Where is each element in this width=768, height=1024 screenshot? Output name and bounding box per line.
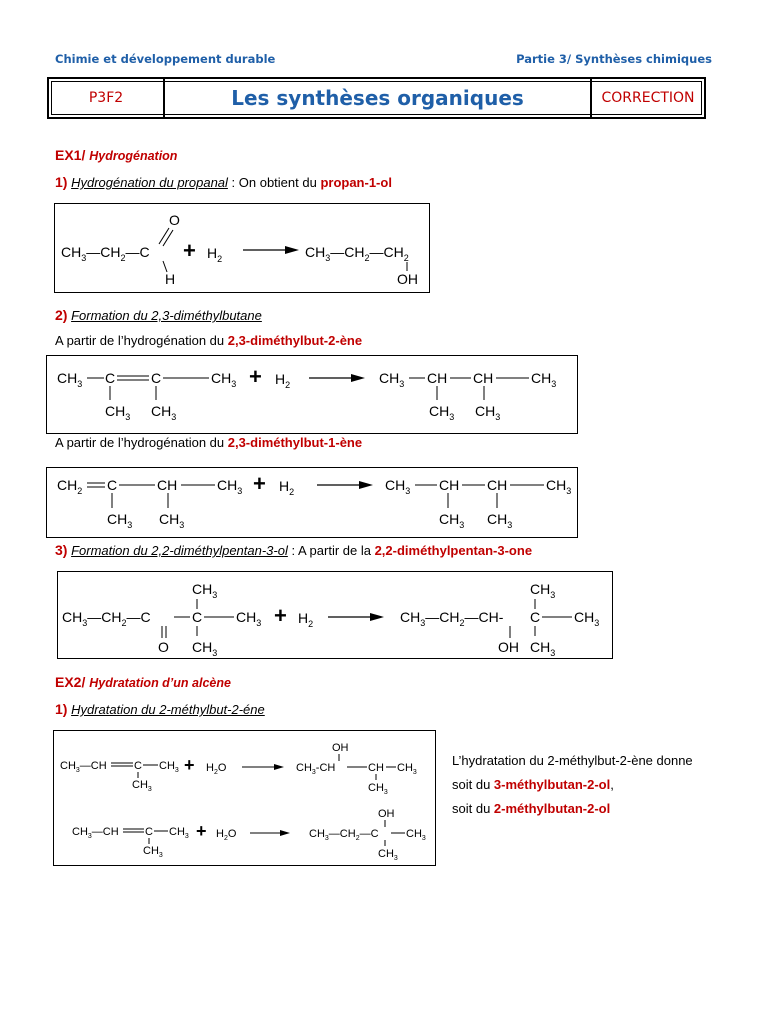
reaction-hydration-svg — [54, 731, 437, 867]
ex1-q1-label: Hydrogénation du propanal — [71, 175, 228, 190]
ex2-answer-2: 2-méthylbutan-2-ol — [493, 801, 611, 816]
ex2-q1-num: 1) — [55, 701, 68, 717]
svg-text:OH: OH — [332, 742, 349, 754]
svg-text:OH: OH — [397, 271, 418, 287]
reaction-but-1-ene — [46, 467, 578, 538]
svg-text:O: O — [169, 212, 180, 228]
ex1-q2-num: 2) — [55, 307, 68, 323]
svg-text:CH3—CH2—C: $CH_3—CH_2—C$ — [62, 609, 151, 628]
svg-text:C: C — [192, 609, 203, 625]
page-title: Les synthèses organiques — [165, 79, 592, 117]
svg-text:CH3—CH: $CH_3—CH$ — [72, 826, 119, 840]
svg-text:CH3: $CH_3$ — [169, 826, 189, 840]
svg-text:CH: CH — [473, 370, 494, 386]
svg-text:CH: CH — [368, 762, 384, 774]
ex2-conclusion — [452, 749, 693, 821]
doc-header-right: Partie 3/ Synthèses chimiques — [516, 52, 712, 66]
reaction-hydration — [53, 730, 436, 866]
svg-text:CH3: $CH_3$ — [530, 581, 556, 600]
reaction-but-2-ene-svg — [47, 356, 579, 435]
svg-text:CH3: $CH_3$ — [487, 511, 513, 530]
svg-text:CH3: $CH_3$ — [217, 477, 243, 496]
svg-text:+: + — [196, 821, 207, 841]
svg-text:CH3: $CH_3$ — [159, 511, 185, 530]
ex1-q2-line-a-answer: 2,3-diméthylbut-2-ène — [227, 333, 363, 348]
ex1-q3-answer: 2,2-diméthylpentan-3-one — [374, 543, 533, 558]
svg-text:CH3: $CH_3$ — [406, 828, 426, 842]
svg-text:CH: CH — [157, 477, 178, 493]
svg-text:CH3: $CH_3$ — [531, 370, 557, 389]
ex2-conclusion-line1: L’hydratation du 2-méthylbut-2-ène donne — [452, 753, 693, 768]
ex1-q2-line-b-text: A partir de l’hydrogénation du — [55, 435, 228, 450]
ex1-q1-answer: propan-1-ol — [320, 175, 392, 190]
svg-text:CH3: $CH_3$ — [574, 609, 600, 628]
ex2-conclusion-line3 — [452, 797, 693, 821]
svg-text:CH3: $CH_3$ — [151, 403, 177, 422]
svg-text:CH3: $CH_3$ — [385, 477, 411, 496]
svg-text:H: H — [165, 271, 176, 287]
ex2-q1 — [55, 701, 265, 717]
svg-text:H2O: $H_2O$ — [216, 828, 237, 842]
svg-text:CH3: $CH_3$ — [397, 762, 417, 776]
ex2-q1-label: Hydratation du 2-méthylbut-2-éne — [71, 702, 265, 717]
svg-text:CH3: $CH_3$ — [192, 581, 218, 600]
svg-text:C: C — [151, 370, 162, 386]
svg-text:CH3: $CH_3$ — [211, 370, 237, 389]
svg-text:CH: CH — [439, 477, 460, 493]
svg-text:CH3: $CH_3$ — [439, 511, 465, 530]
svg-text:H2: $H_2$ — [207, 245, 223, 264]
ex1-q1 — [55, 174, 392, 190]
svg-text:+: + — [184, 755, 195, 775]
ex1-q2-line-a — [55, 333, 362, 348]
svg-text:CH3: $CH_3$ — [105, 403, 131, 422]
reaction-but-2-ene — [46, 355, 578, 434]
svg-text:CH3: $CH_3$ — [368, 782, 388, 796]
ex1-q2-line-a-text: A partir de l’hydrogénation du — [55, 333, 228, 348]
svg-text:OH: OH — [498, 639, 519, 655]
svg-text:C: C — [530, 609, 541, 625]
svg-text:CH3: $CH_3$ — [132, 779, 152, 793]
doc-header-left: Chimie et développement durable — [55, 52, 276, 66]
svg-text:CH2: $CH_2$ — [57, 477, 83, 496]
svg-text:+: + — [183, 238, 196, 263]
reaction-but-1-ene-svg — [47, 468, 579, 539]
ex2-title: Hydratation d’un alcène — [89, 676, 231, 690]
svg-text:CH3: $CH_3$ — [379, 370, 405, 389]
svg-text:CH3: $CH_3$ — [429, 403, 455, 422]
svg-text:CH3: $CH_3$ — [530, 639, 556, 658]
svg-text:CH3-CH: $CH_3-CH$ — [296, 762, 336, 776]
title-bar — [47, 77, 706, 119]
svg-text:+: + — [249, 364, 262, 389]
svg-text:CH3: $CH_3$ — [378, 848, 398, 862]
reaction-propanal — [54, 203, 430, 293]
svg-text:C: C — [134, 760, 142, 772]
ex1-q3-text: : A partir de la — [287, 543, 375, 558]
ex1-heading — [55, 147, 177, 163]
ex2-conclusion-line2 — [452, 773, 693, 797]
svg-text:CH3—CH2—C: $CH_3—CH_2—C$ — [61, 244, 150, 263]
svg-text:OH: OH — [378, 808, 395, 820]
ex1-q2 — [55, 307, 262, 323]
svg-text:H2: $H_2$ — [275, 371, 291, 390]
ex2-line3-pre: soit du — [452, 801, 494, 816]
svg-text:CH3: $CH_3$ — [192, 639, 218, 658]
correction-tag: CORRECTION — [601, 90, 695, 106]
svg-text:C: C — [145, 826, 153, 838]
ex1-q2-label: Formation du 2,3-diméthylbutane — [71, 308, 262, 323]
svg-text:CH: CH — [487, 477, 508, 493]
svg-text:H2: $H_2$ — [298, 610, 314, 629]
ex1-q3-num: 3) — [55, 542, 68, 558]
doc-code: P3F2 — [49, 79, 165, 117]
svg-text:CH3—CH: $CH_3—CH$ — [60, 760, 107, 774]
svg-text:CH3: $CH_3$ — [236, 609, 262, 628]
svg-text:CH3: $CH_3$ — [143, 845, 163, 859]
ex1-title: Hydrogénation — [89, 149, 178, 163]
svg-text:+: + — [253, 471, 266, 496]
ex2-line2-pre: soit du — [452, 777, 494, 792]
svg-text:CH3: $CH_3$ — [57, 370, 83, 389]
ex1-num: EX1/ — [55, 147, 86, 163]
svg-text:CH: CH — [427, 370, 448, 386]
svg-text:CH3—CH2—CH2: $CH_3—CH_2—CH_2$ — [305, 244, 409, 263]
svg-text:CH3—CH2—CH-: $CH_3—CH_2—CH-$ — [400, 609, 504, 628]
ex1-q2-line-b-answer: 2,3-diméthylbut-1-ène — [227, 435, 363, 450]
svg-text:CH3: $CH_3$ — [475, 403, 501, 422]
svg-text:H2: $H_2$ — [279, 478, 295, 497]
reaction-propanal-svg — [55, 204, 431, 294]
reaction-pentan-3-one-svg — [58, 572, 614, 660]
svg-text:H2O: $H_2O$ — [206, 762, 227, 776]
ex1-q3-label: Formation du 2,2-diméthylpentan-3-ol — [71, 543, 288, 558]
svg-text:CH3: $CH_3$ — [159, 760, 179, 774]
ex1-q1-text: : On obtient du — [227, 175, 321, 190]
svg-text:CH3: $CH_3$ — [546, 477, 572, 496]
svg-text:C: C — [107, 477, 118, 493]
reaction-pentan-3-one — [57, 571, 613, 659]
ex2-line2-post: , — [610, 777, 614, 792]
ex1-q2-line-b — [55, 435, 362, 450]
ex2-num: EX2/ — [55, 674, 86, 690]
ex1-q1-num: 1) — [55, 174, 68, 190]
svg-text:CH3: $CH_3$ — [107, 511, 133, 530]
ex2-answer-1: 3-méthylbutan-2-ol — [493, 777, 611, 792]
svg-text:O: O — [158, 639, 169, 655]
ex1-q3 — [55, 542, 532, 558]
svg-text:+: + — [274, 603, 287, 628]
svg-text:C: C — [105, 370, 116, 386]
svg-text:CH3—CH2—C: $CH_3—CH_2—C$ — [309, 828, 379, 842]
ex2-heading — [55, 674, 231, 690]
